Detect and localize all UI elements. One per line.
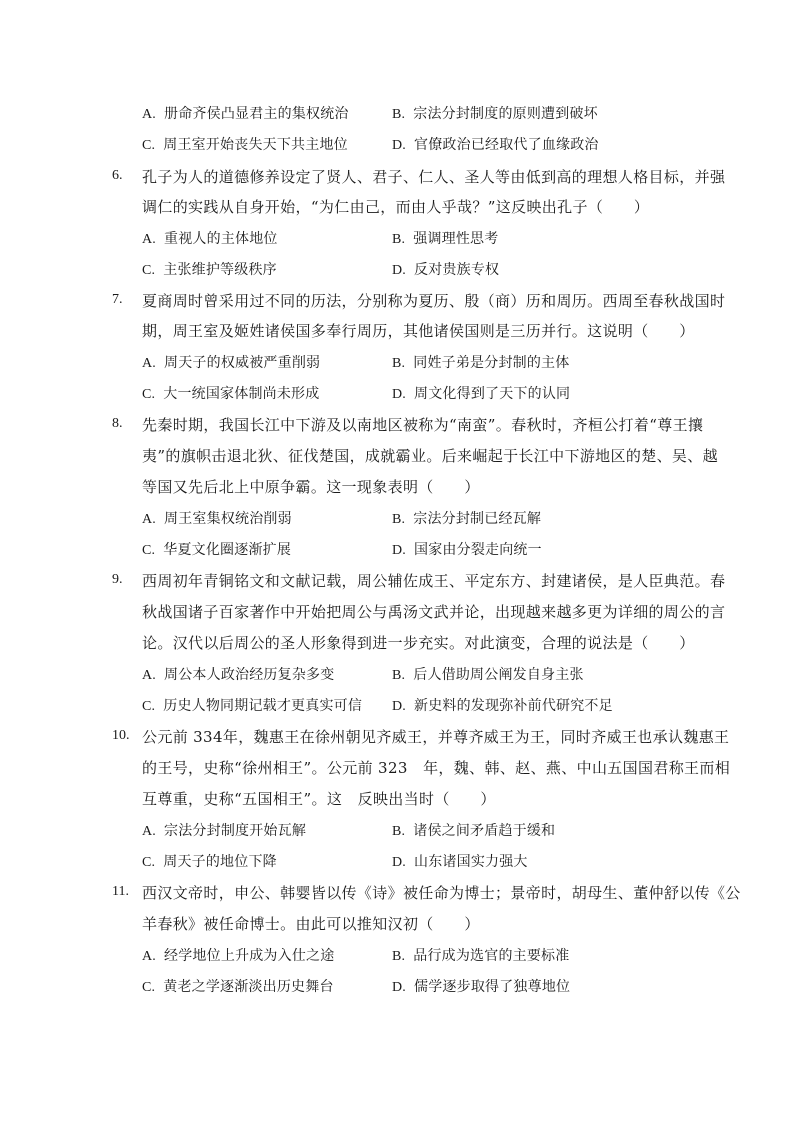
q10-option-b[interactable]	[392, 820, 555, 840]
option-text: 周天子的地位下降	[163, 854, 277, 870]
option-text: 历史人物同期记载才更真实可信	[163, 698, 363, 714]
option-text: 册命齐侯凸显君主的集权统治	[164, 106, 349, 122]
option-key: B.	[392, 949, 406, 964]
option-key: B.	[392, 232, 406, 247]
q8-option-b[interactable]	[392, 508, 541, 528]
option-key: B.	[392, 824, 406, 839]
option-text: 官僚政治已经取代了血缘政治	[414, 137, 599, 153]
option-text: 经学地位上升成为入仕之途	[164, 948, 335, 964]
question-stem-line: 期，周王室及姬姓诸侯国多奉行周历，其他诸侯国则是三历并行。这说明（ ）	[142, 322, 695, 340]
question-number: 9.	[112, 572, 123, 587]
q7-option-d[interactable]	[392, 383, 570, 403]
option-key: C.	[142, 138, 156, 153]
option-text: 山东诸国实力强大	[414, 854, 528, 870]
option-text: 黄老之学逐渐淡出历史舞台	[163, 979, 334, 995]
option-text: 强调理性思考	[413, 231, 499, 247]
question-stem-line: 先秦时期，我国长江中下游及以南地区被称为“南蛮”。春秋时，齐桓公打着“尊王攘	[142, 416, 704, 434]
option-text: 诸侯之间矛盾趋于缓和	[413, 823, 556, 839]
question-stem-line: 的王号，史称“徐州相王”。公元前 323 年，魏、韩、赵、燕、中山五国国君称王而相	[142, 759, 731, 777]
question-stem-line: 调仁的实践从自身开始，“为仁由己，而由人乎哉？”这反映出孔子（ ）	[142, 198, 650, 216]
option-text: 宗法分封制度的原则遭到破坏	[413, 106, 598, 122]
question-stem-line: 孔子为人的道德修养设定了贤人、君子、仁人、圣人等由低到高的理想人格目标，并强	[142, 168, 726, 186]
question-stem-line: 等国又先后北上中原争霸。这一现象表明（ ）	[142, 478, 480, 496]
option-key: C.	[142, 980, 156, 995]
option-text: 后人借助周公阐发自身主张	[413, 667, 584, 683]
option-key: A.	[142, 949, 157, 964]
option-key: B.	[392, 512, 406, 527]
q11-option-a[interactable]	[142, 945, 334, 965]
option-text: 重视人的主体地位	[164, 231, 278, 247]
q5-option-b[interactable]	[392, 103, 598, 123]
option-key: C.	[142, 699, 156, 714]
q5-option-a[interactable]	[142, 103, 349, 123]
option-key: C.	[142, 387, 156, 402]
option-key: D.	[392, 543, 407, 558]
option-key: D.	[392, 138, 407, 153]
question-stem-line: 夷”的旗帜击退北狄、征伐楚国，成就霸业。后来崛起于长江中下游地区的楚、吴、越	[142, 447, 718, 465]
option-text: 反对贵族专权	[414, 262, 500, 278]
question-number: 10.	[112, 728, 130, 743]
option-key: D.	[392, 855, 407, 870]
q11-option-d[interactable]	[392, 976, 570, 996]
question-stem-line: 西汉文帝时，申公、韩婴皆以传《诗》被任命为博士；景帝时，胡母生、董仲舒以传《公	[142, 884, 741, 902]
q7-option-a[interactable]	[142, 352, 320, 372]
option-key: A.	[142, 356, 157, 371]
question-stem-line: 秋战国诸子百家著作中开始把周公与禹汤文武并论，出现越来越多更为详细的周公的言	[142, 603, 726, 621]
q9-option-d[interactable]	[392, 695, 613, 715]
question-stem-line: 互尊重，史称“五国相王”。这 反映出当时（ ）	[142, 790, 496, 808]
q10-option-c[interactable]	[142, 851, 277, 871]
option-key: C.	[142, 855, 156, 870]
option-key: A.	[142, 512, 157, 527]
option-text: 同姓子弟是分封制的主体	[413, 355, 570, 371]
q6-option-d[interactable]	[392, 259, 499, 279]
option-key: A.	[142, 107, 157, 122]
question-number: 7.	[112, 292, 123, 307]
option-key: D.	[392, 980, 407, 995]
question-number: 11.	[112, 884, 129, 899]
option-text: 周文化得到了天下的认同	[414, 386, 571, 402]
q8-option-a[interactable]	[142, 508, 292, 528]
q5-option-d[interactable]	[392, 134, 599, 154]
option-text: 宗法分封制度开始瓦解	[164, 823, 307, 839]
q10-option-d[interactable]	[392, 851, 528, 871]
option-text: 宗法分封制已经瓦解	[413, 511, 542, 527]
option-key: B.	[392, 668, 406, 683]
question-stem-line: 论。汉代以后周公的圣人形象得到进一步充实。对此演变，合理的说法是（ ）	[142, 634, 695, 652]
question-stem-line: 公元前 334年，魏惠王在徐州朝见齐威王，并尊齐威王为王，同时齐威王也承认魏惠王	[142, 728, 730, 746]
option-text: 华夏文化圈逐渐扩展	[163, 542, 292, 558]
option-key: A.	[142, 232, 157, 247]
q8-option-d[interactable]	[392, 539, 542, 559]
q9-option-c[interactable]	[142, 695, 362, 715]
q8-option-c[interactable]	[142, 539, 291, 559]
q9-option-a[interactable]	[142, 664, 334, 684]
q5-option-c[interactable]	[142, 134, 348, 154]
option-text: 周公本人政治经历复杂多变	[164, 667, 335, 683]
option-text: 大一统国家体制尚未形成	[163, 386, 320, 402]
option-key: B.	[392, 107, 406, 122]
q7-option-b[interactable]	[392, 352, 569, 372]
question-stem-line: 夏商周时曾采用过不同的历法，分别称为夏历、殷（商）历和周历。西周至春秋战国时	[142, 292, 726, 310]
option-key: D.	[392, 263, 407, 278]
option-key: C.	[142, 543, 156, 558]
option-text: 国家由分裂走向统一	[414, 542, 542, 558]
option-text: 周王室开始丧失天下共主地位	[163, 137, 348, 153]
q10-option-a[interactable]	[142, 820, 306, 840]
q6-option-b[interactable]	[392, 228, 498, 248]
option-text: 主张维护等级秩序	[163, 262, 277, 278]
option-key: D.	[392, 699, 407, 714]
question-number: 8.	[112, 416, 123, 431]
question-stem-line: 西周初年青铜铭文和文献记载，周公辅佐成王、平定东方、封建诸侯，是人臣典范。春	[142, 572, 726, 590]
q6-option-c[interactable]	[142, 259, 277, 279]
option-text: 儒学逐步取得了独尊地位	[414, 979, 571, 995]
option-text: 品行成为选官的主要标准	[413, 948, 570, 964]
q7-option-c[interactable]	[142, 383, 319, 403]
q11-option-c[interactable]	[142, 976, 334, 996]
option-text: 周王室集权统治削弱	[164, 511, 292, 527]
question-stem-line: 羊春秋》被任命博士。由此可以推知汉初（ ）	[142, 915, 480, 933]
q11-option-b[interactable]	[392, 945, 569, 965]
question-number: 6.	[112, 168, 123, 183]
option-key: A.	[142, 668, 157, 683]
option-text: 新史料的发现弥补前代研究不足	[414, 698, 613, 714]
option-text: 周天子的权威被严重削弱	[164, 355, 321, 371]
option-key: B.	[392, 356, 406, 371]
option-key: A.	[142, 824, 157, 839]
option-key: C.	[142, 263, 156, 278]
option-key: D.	[392, 387, 407, 402]
q9-option-b[interactable]	[392, 664, 584, 684]
q6-option-a[interactable]	[142, 228, 278, 248]
